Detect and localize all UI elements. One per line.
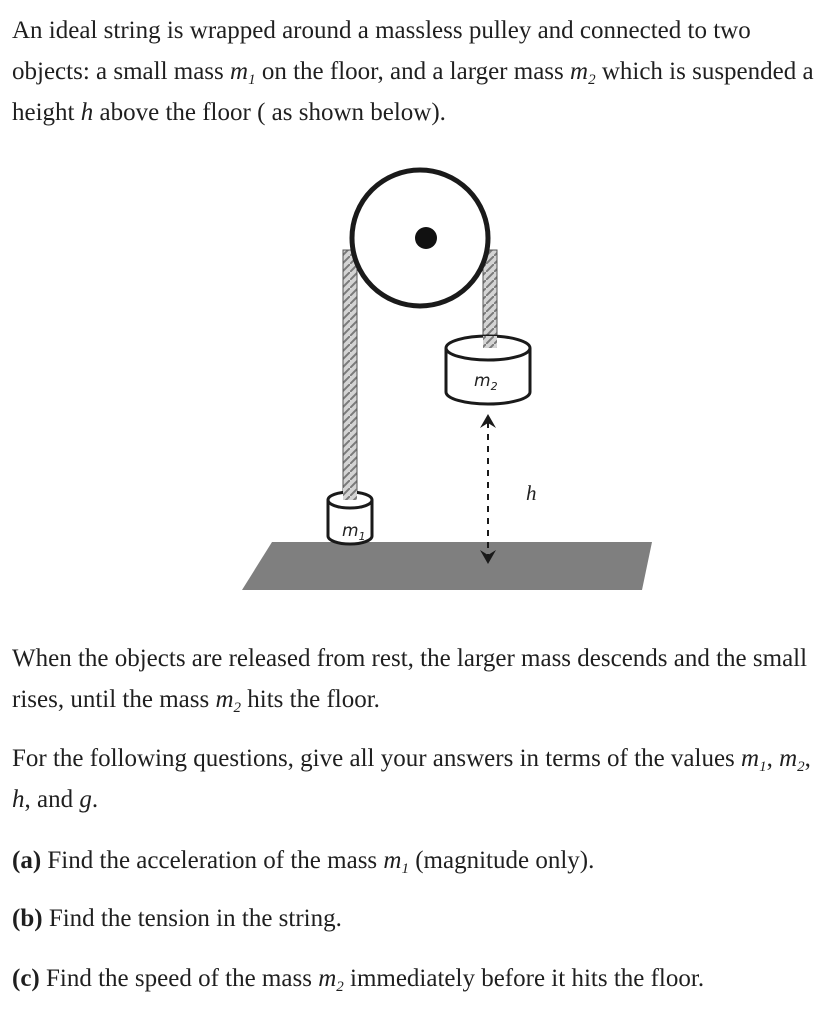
pulley-axle (415, 227, 437, 249)
question-c (12, 958, 828, 999)
instructions-text: For the following questions, give all your answers in terms of the values (12, 745, 742, 772)
instructions-paragraph (12, 738, 828, 820)
question-b-label: (b) (12, 905, 43, 932)
var-m2-base: m (570, 58, 589, 85)
pulley-diagram (230, 160, 660, 600)
question-c-text-2: immediately before it hits the floor. (343, 965, 705, 992)
instr-var-m1-base: m (741, 745, 760, 772)
question-c-var (318, 965, 344, 995)
instr-var-m2 (779, 745, 805, 775)
instr-sep-2: , (804, 745, 811, 772)
question-c-text-1: Find the speed of the mass (39, 965, 319, 992)
release-var-m2 (215, 686, 242, 716)
question-c-label: (c) (12, 965, 40, 992)
intro-paragraph (12, 10, 828, 133)
question-c-var-base: m (318, 965, 337, 992)
label-m1: $m_1$ (342, 521, 366, 543)
mass-m2 (446, 336, 530, 404)
instr-var-g: g (79, 786, 92, 813)
intro-text-4: above the floor ( as shown below). (93, 99, 446, 126)
mass-m1 (328, 488, 372, 544)
instr-var-m1-sub: 1 (759, 759, 767, 775)
question-a (12, 840, 828, 881)
question-a-text-1: Find the acceleration of the mass (41, 847, 384, 874)
label-h: h (526, 481, 537, 505)
question-a-var-sub: 1 (401, 861, 409, 877)
release-paragraph (12, 638, 828, 720)
instr-sep-3: , and (24, 786, 80, 813)
intro-text-3: which is suspended a height (12, 58, 814, 126)
question-a-var-base: m (383, 847, 402, 874)
instr-var-m2-base: m (779, 745, 798, 772)
release-text-1: When the objects are released from rest, the larger mass descends and the small rises, until the mass (12, 645, 808, 713)
var-h: h (80, 99, 94, 126)
release-text-2: hits the floor. (241, 686, 380, 713)
question-a-text-2: (magnitude only). (408, 847, 595, 874)
instr-var-h: h (12, 786, 25, 813)
rope-left (343, 250, 357, 500)
instr-var-m2-sub: 2 (797, 759, 805, 775)
release-var-m2-base: m (215, 686, 234, 713)
question-b-text: Find the tension in the string. (42, 905, 342, 932)
height-arrow (480, 414, 496, 564)
instr-sep-1: , (766, 745, 780, 772)
var-m1-sub: 1 (248, 72, 256, 88)
floor (242, 542, 652, 590)
instr-end: . (91, 786, 99, 813)
label-m2: $m_2$ (474, 371, 498, 393)
question-c-var-sub: 2 (336, 979, 344, 995)
release-var-m2-sub: 2 (233, 700, 242, 716)
var-m1 (230, 58, 256, 88)
instr-var-m1 (741, 745, 767, 775)
intro-text-1: An ideal string is wrapped around a massless pulley and connected to two objects: a small mass (12, 17, 751, 85)
intro-text-2: on the floor, and a larger mass (255, 58, 571, 85)
var-m2 (570, 58, 596, 88)
question-b (12, 898, 828, 939)
var-m2-sub: 2 (588, 72, 596, 88)
question-a-var (383, 847, 409, 877)
question-a-label: (a) (12, 847, 42, 874)
var-m1-base: m (230, 58, 249, 85)
